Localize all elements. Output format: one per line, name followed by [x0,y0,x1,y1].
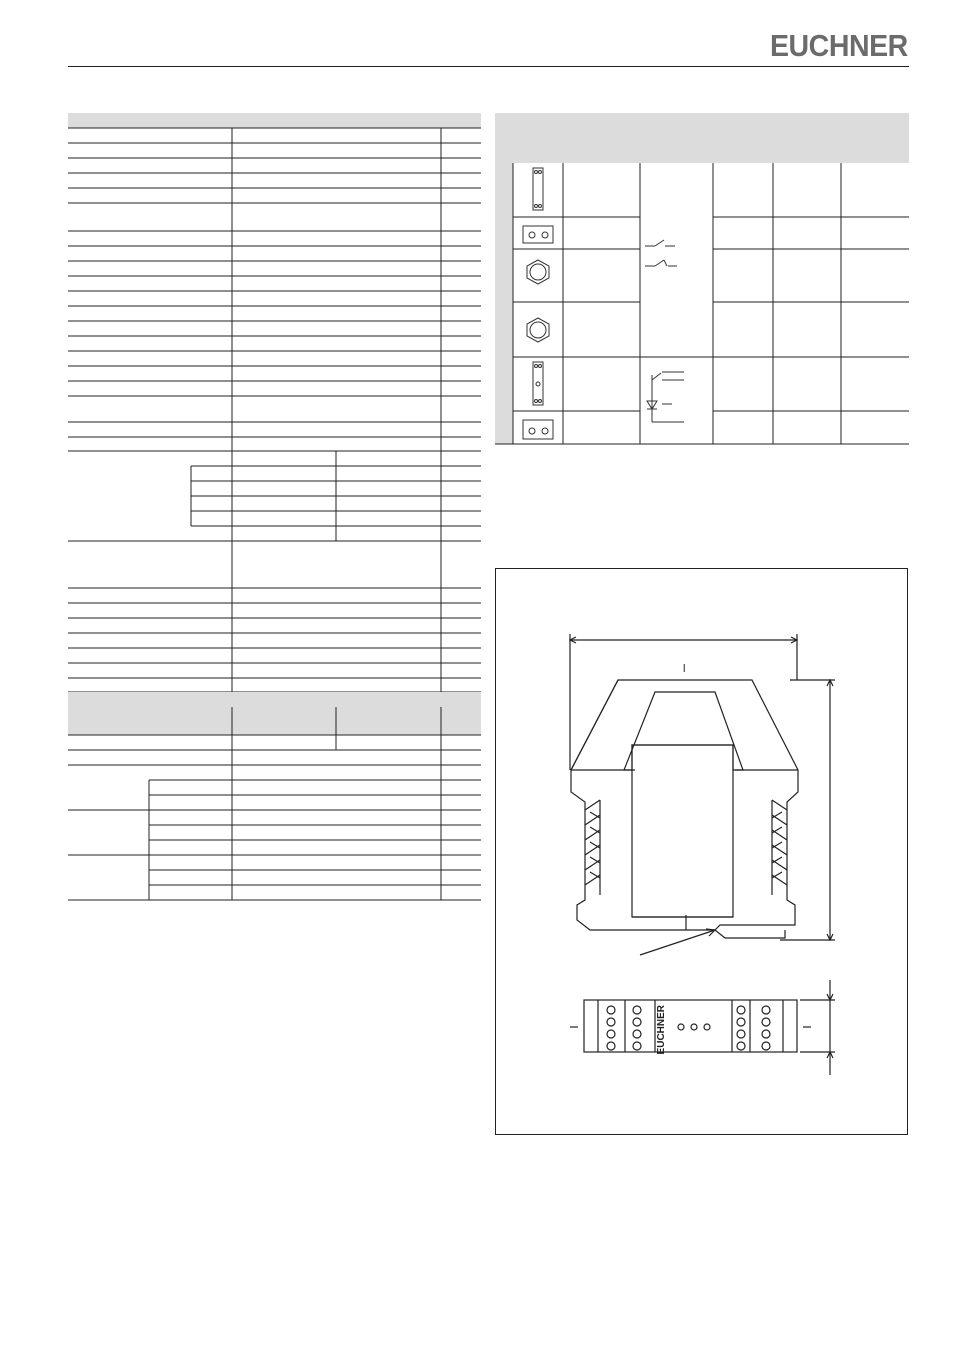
led-indicators [678,1024,710,1030]
brand-logo: EUCHNER [770,28,908,63]
terminal-screws-right [737,1006,770,1050]
terminal-screws-left [607,1006,641,1050]
front-logo-text: EUCHNER [656,1005,667,1055]
right-grip [772,800,787,895]
width-dimension-label: l [683,663,686,675]
left-grip [585,800,600,895]
